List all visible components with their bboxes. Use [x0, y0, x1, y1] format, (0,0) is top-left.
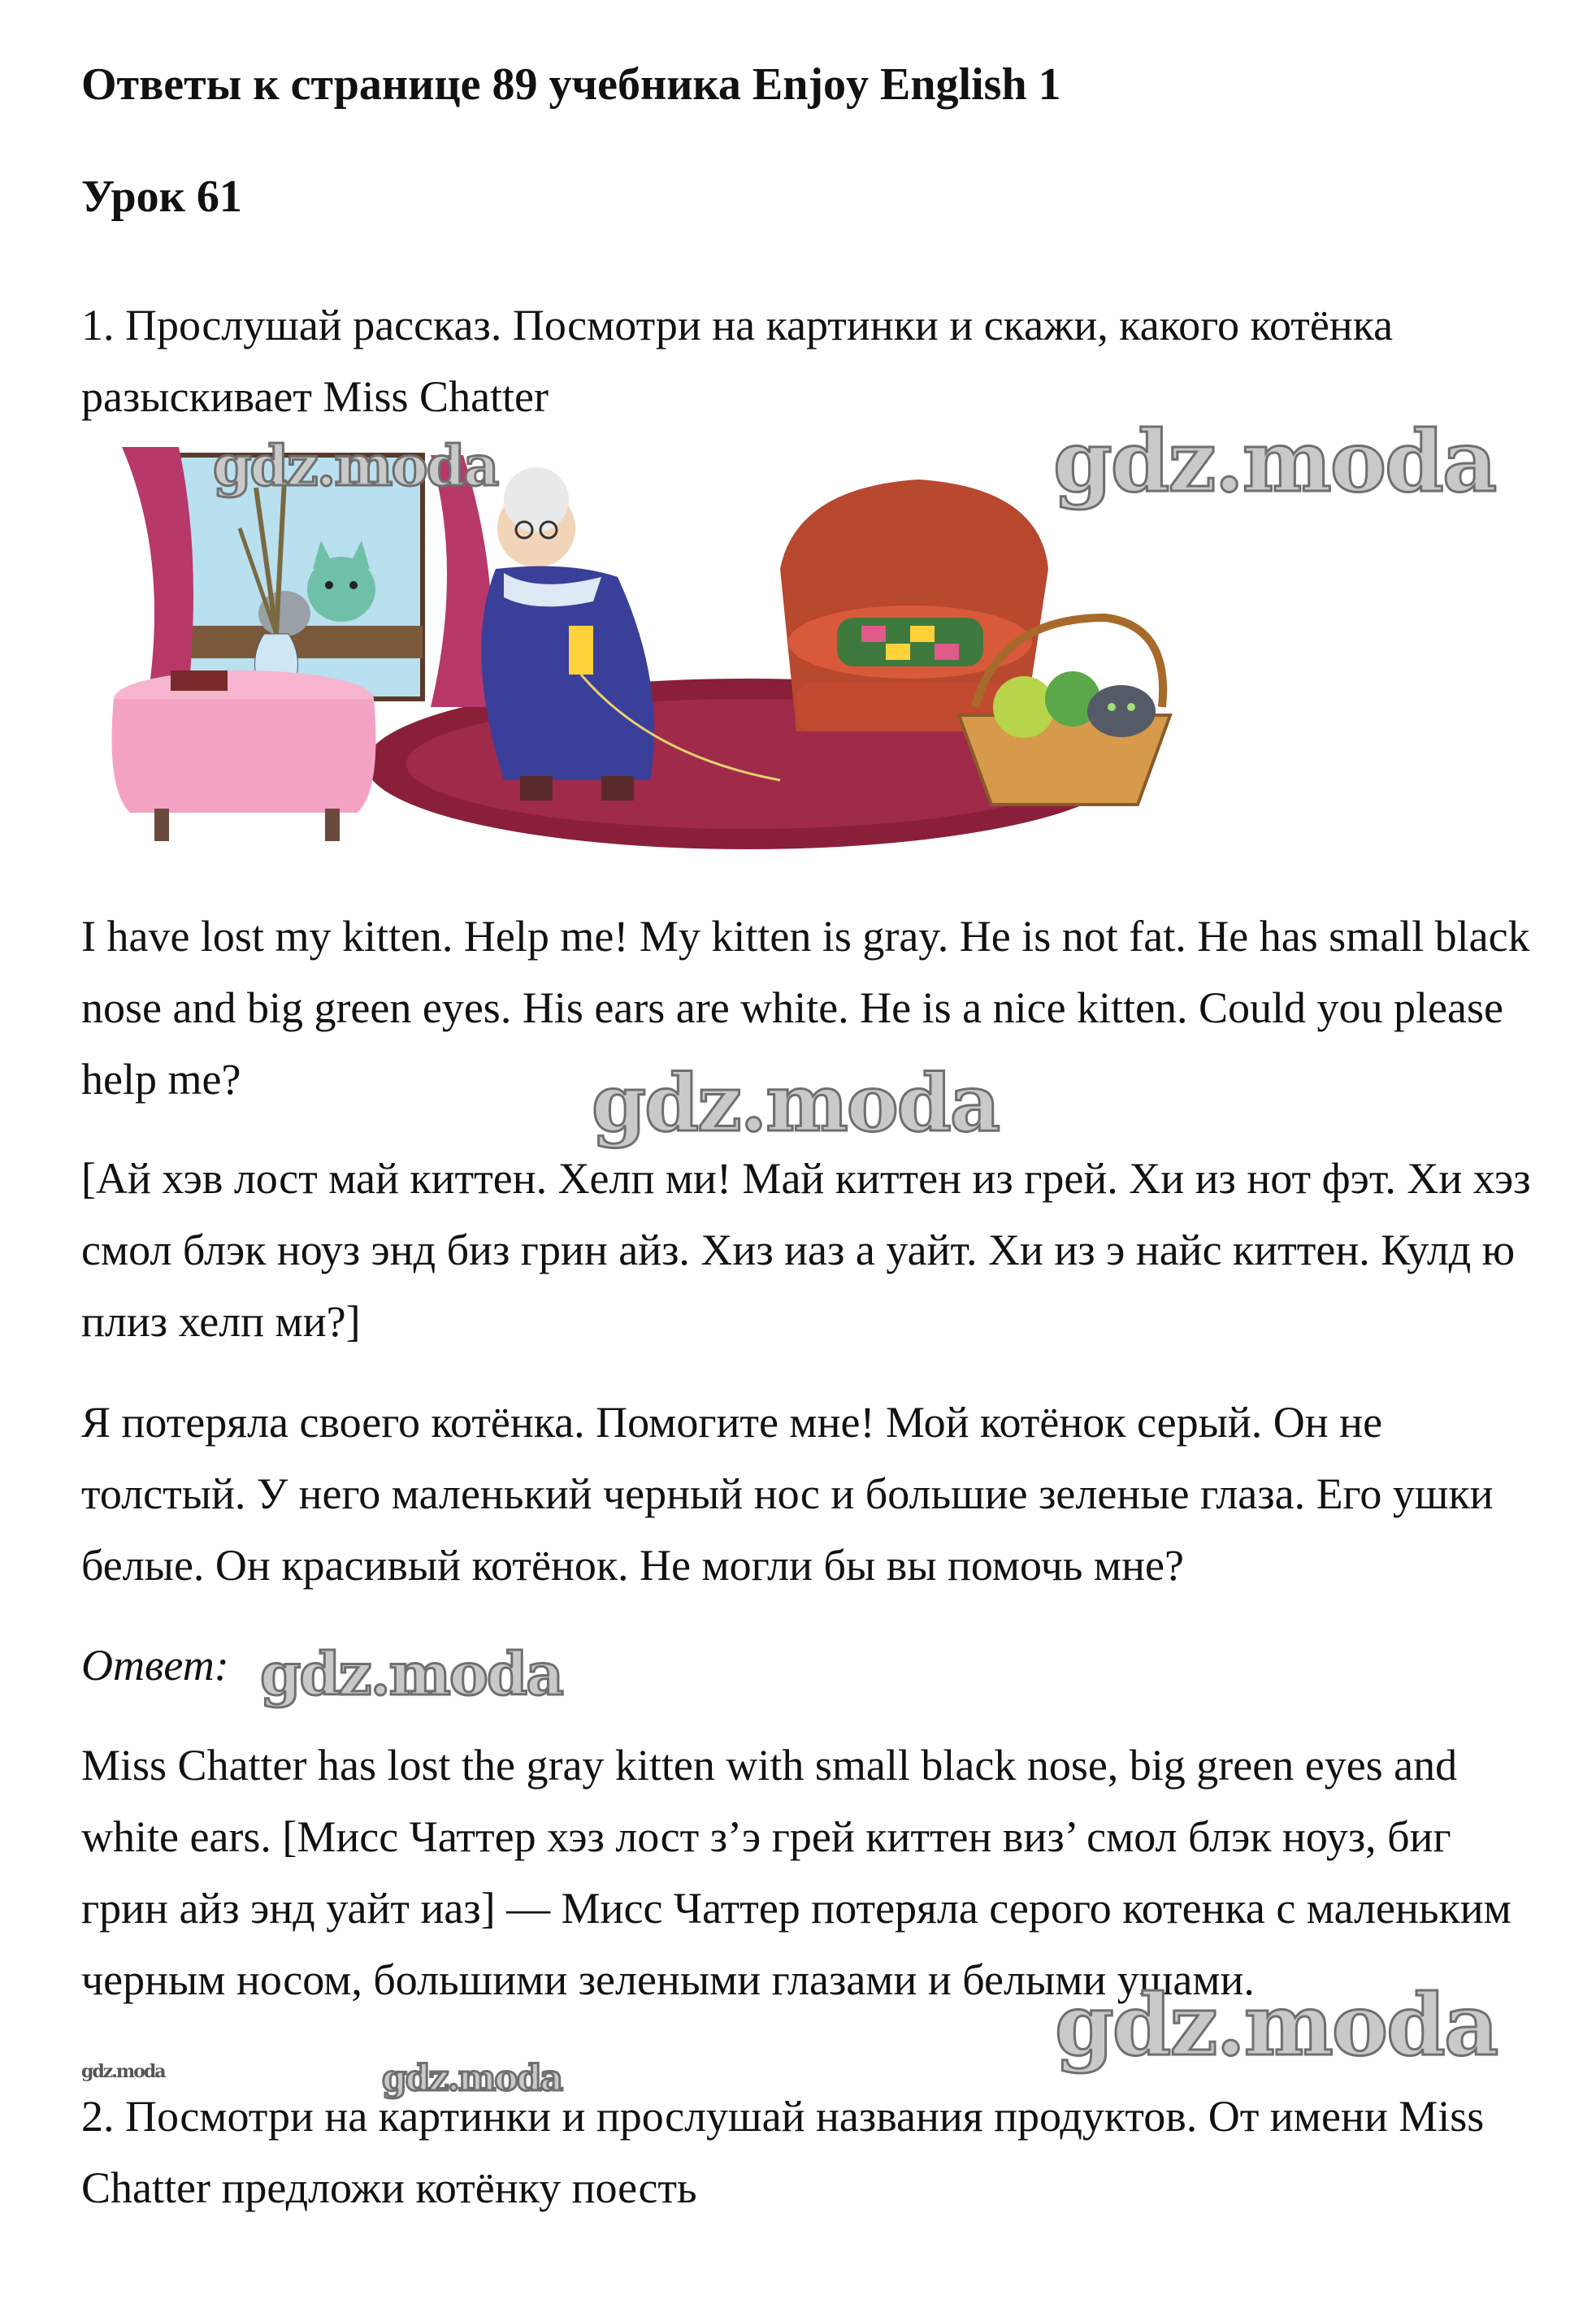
answer-label: Ответ: — [81, 1641, 229, 1690]
lesson-heading: Урок 61 — [81, 171, 242, 222]
watermark-text: gdz.moda — [382, 2058, 562, 2099]
story-translation: Я потеряла своего котёнка. Помогите мне! Мой котёнок серый. Он не толстый. У него маленький черный нос и большие зеленые глаза. Его ушки белые. Он красивый котёнок. Не могли бы вы помочь мне? — [81, 1398, 1494, 1590]
page-title: Ответы к странице 89 учебника Enjoy English 1 — [81, 59, 1061, 110]
watermark-text: gdz.moda — [213, 434, 498, 499]
story-transcription: [Ай хэв лост май киттен. Хелп ми! Май киттен из грей. Хи из нот фэт. Хи хэз смол блэк ноуз энд биз грин айз. Хиз иаз а уайт. Хи из э найс киттен. Кулд ю плиз хелп ми?] — [81, 1154, 1531, 1346]
task1-prompt: 1. Прослушай рассказ. Посмотри на картинки и скажи, какого котёнка разыскивает Miss Chatter — [81, 301, 1394, 421]
watermark-text: gdz.moda — [260, 1639, 562, 1708]
watermark-text: gdz.moda — [81, 2061, 165, 2082]
watermark-text: gdz.moda — [1055, 1975, 1498, 2075]
task2-prompt: 2. Посмотри на картинки и прослушай названия продуктов. От имени Miss Chatter предложи котёнку поесть — [81, 2092, 1485, 2212]
watermark-text: gdz.moda — [592, 1057, 1000, 1149]
answer-text: Miss Chatter has lost the gray kitten with small black nose, big green eyes and white ears. [Мисс Чаттер хэз лост з’э грей киттен виз’ смол блэк ноуз, биг грин айз энд уайт иаз] — Мисс Чаттер потеряла серого котенка с маленьким черным носом, большими зелеными глазами и белыми ушами. — [81, 1741, 1511, 2004]
watermark-text: gdz.moda — [1053, 411, 1496, 511]
story-english: I have lost my kitten. Help me! My kitten is gray. He is not fat. He has small black nose and big green eyes. His ears are white. He is a nice kitten. Could you please help me? — [81, 912, 1530, 1104]
